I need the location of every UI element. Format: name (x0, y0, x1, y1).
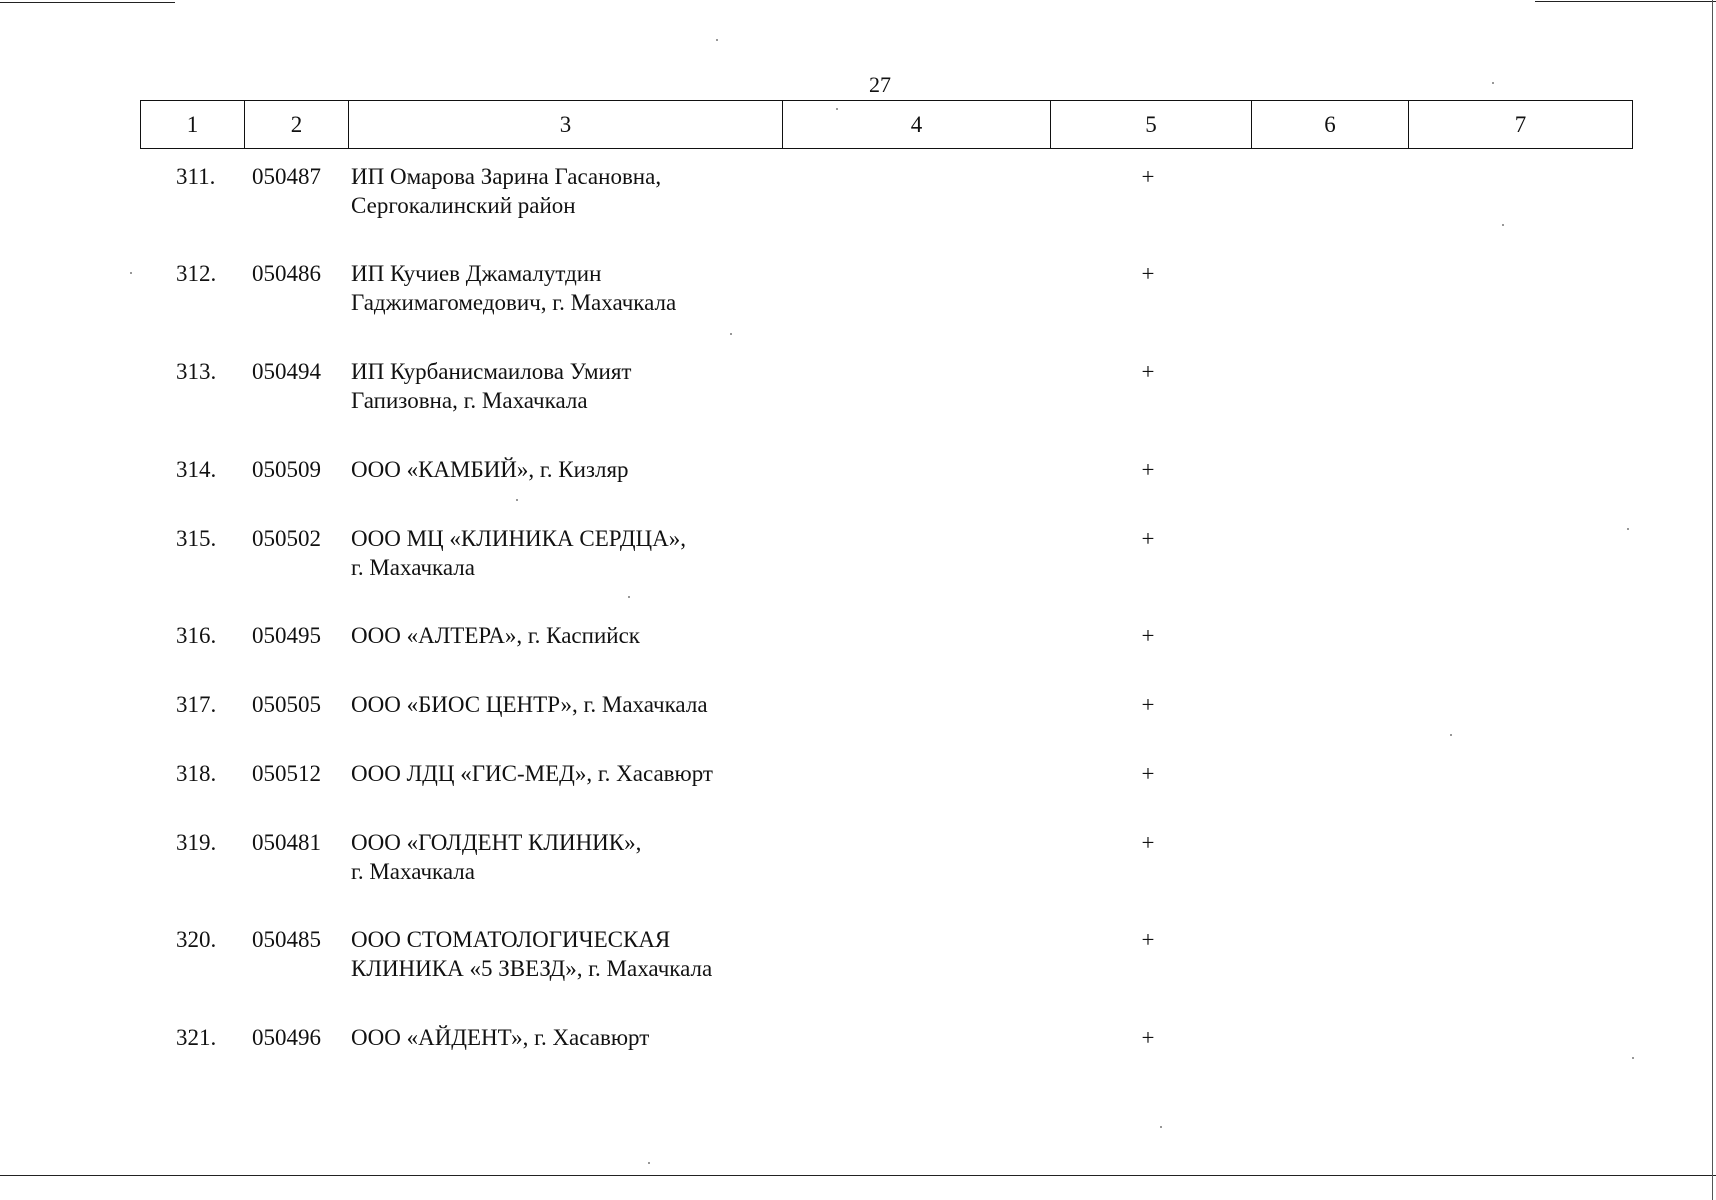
row-plus-mark: + (1141, 692, 1155, 717)
row-organization-name (351, 357, 791, 415)
row-plus-mark: + (1141, 830, 1155, 855)
row-plus-mark: + (1141, 457, 1155, 482)
name-line: ООО МЦ «КЛИНИКА СЕРДЦА», (351, 526, 686, 551)
row-organization-name (351, 455, 791, 484)
row-plus-mark: + (1141, 261, 1155, 286)
row-plus-mark: + (1141, 1025, 1155, 1050)
row-number: 317. (176, 692, 217, 717)
name-line: ООО ЛДЦ «ГИС-МЕД», г. Хасавюрт (351, 761, 713, 786)
name-line: ООО «АЛТЕРА», г. Каспийск (351, 623, 640, 648)
row-plus-mark: + (1141, 927, 1155, 952)
row-code: 050485 (252, 927, 321, 952)
row-organization-name (351, 524, 791, 582)
header-cell-5: 5 (1051, 101, 1252, 149)
row-code: 050505 (252, 692, 321, 717)
row-number: 312. (176, 261, 217, 286)
header-cell-6: 6 (1252, 101, 1409, 149)
header-cell-1: 1 (141, 101, 245, 149)
row-plus-mark: + (1141, 164, 1155, 189)
row-number: 313. (176, 359, 217, 384)
row-code: 050486 (252, 261, 321, 286)
name-line: г. Махачкала (351, 555, 475, 580)
row-number: 311. (176, 164, 216, 189)
row-organization-name (351, 759, 791, 788)
row-organization-name (351, 925, 791, 983)
row-organization-name (351, 621, 791, 650)
name-line: Сергокалинский район (351, 193, 576, 218)
name-line: ООО «БИОС ЦЕНТР», г. Махачкала (351, 692, 708, 717)
name-line: ООО «ГОЛДЕНТ КЛИНИК», (351, 830, 642, 855)
name-line: ИП Кучиев Джамалутдин (351, 261, 602, 286)
name-line: Гаджимагомедович, г. Махачкала (351, 290, 677, 315)
name-line: Гапизовна, г. Махачкала (351, 388, 588, 413)
row-plus-mark: + (1141, 761, 1155, 786)
row-code: 050502 (252, 526, 321, 551)
name-line: ООО СТОМАТОЛОГИЧЕСКАЯ (351, 927, 671, 952)
row-organization-name (351, 162, 791, 220)
row-number: 319. (176, 830, 217, 855)
header-cell-4: 4 (783, 101, 1051, 149)
row-code: 050481 (252, 830, 321, 855)
row-plus-mark: + (1141, 359, 1155, 384)
name-line: ООО «АЙДЕНТ», г. Хасавюрт (351, 1025, 650, 1050)
row-number: 315. (176, 526, 217, 551)
row-plus-mark: + (1141, 623, 1155, 648)
row-code: 050496 (252, 1025, 321, 1050)
row-organization-name (351, 828, 791, 886)
name-line: КЛИНИКА «5 ЗВЕЗД», г. Махачкала (351, 956, 713, 981)
row-code: 050509 (252, 457, 321, 482)
row-code: 050495 (252, 623, 321, 648)
row-number: 318. (176, 761, 217, 786)
row-code: 050487 (252, 164, 321, 189)
row-number: 321. (176, 1025, 217, 1050)
row-number: 314. (176, 457, 217, 482)
name-line: ООО «КАМБИЙ», г. Кизляр (351, 457, 629, 482)
row-code: 050494 (252, 359, 321, 384)
row-organization-name (351, 1023, 791, 1052)
row-plus-mark: + (1141, 526, 1155, 551)
name-line: г. Махачкала (351, 859, 475, 884)
page-number: 27 (869, 72, 891, 97)
row-code: 050512 (252, 761, 321, 786)
row-number: 316. (176, 623, 217, 648)
header-cell-3: 3 (349, 101, 783, 149)
row-organization-name (351, 259, 791, 317)
row-organization-name (351, 690, 791, 719)
name-line: ИП Курбанисмаилова Умият (351, 359, 632, 384)
name-line: ИП Омарова Зарина Гасановна, (351, 164, 662, 189)
row-number: 320. (176, 927, 217, 952)
header-cell-2: 2 (245, 101, 349, 149)
header-cell-7: 7 (1409, 101, 1633, 149)
